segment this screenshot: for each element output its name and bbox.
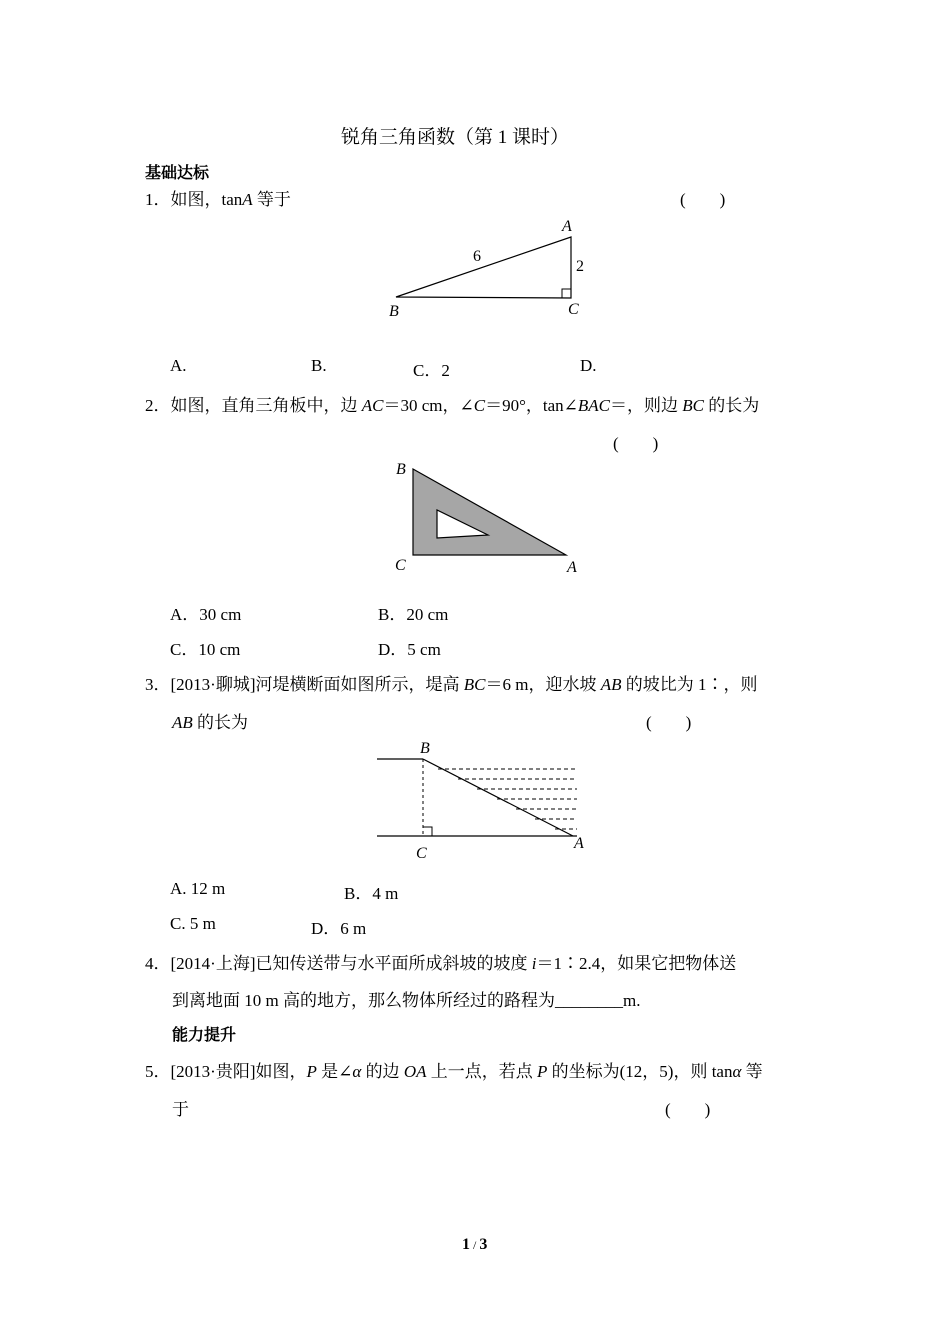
q1-option-a: A.	[170, 356, 187, 375]
figure-embankment	[370, 735, 600, 865]
question-3: 3．[2013·聊城]河堤横断面如图所示，堤高 BC＝6 m，迎水坡 AB 的坡比为 1∶，则	[145, 675, 758, 694]
question-4: 4．[2014·上海]已知传送带与水平面所成斜坡的坡度 i＝1∶2.4，如果它把物体送	[145, 954, 737, 973]
right-angle-mark	[562, 289, 571, 298]
q3-option-a: A. 12 m	[170, 879, 226, 898]
q3-option-d: D．6 m	[311, 919, 367, 938]
page-title: 锐角三角函数（第 1 课时）	[341, 127, 570, 148]
page-number: 1	[462, 1236, 470, 1253]
question-5-line-2: 于	[172, 1100, 189, 1119]
q1-option-c: C．2	[413, 361, 450, 380]
set-square-shape	[413, 469, 566, 555]
answer-bracket: ( )	[613, 434, 659, 453]
q3-option-b: B．4 m	[344, 884, 399, 903]
q1-option-b: B.	[311, 356, 327, 375]
label-side: 2	[576, 258, 584, 275]
triangle-abc	[396, 237, 571, 298]
question-number: 3．	[145, 675, 171, 694]
q3-option-c: C. 5 m	[170, 914, 216, 933]
q2-option-a: A．30 cm	[170, 605, 242, 624]
label-hyp: 6	[473, 248, 481, 265]
label-b: B	[389, 303, 399, 320]
label-c: C	[568, 301, 579, 318]
figure-set-square	[385, 455, 595, 580]
section-heading-basic: 基础达标	[145, 163, 210, 182]
page-total: 3	[479, 1236, 488, 1253]
question-number: 4．	[145, 954, 171, 973]
q1-option-d: D.	[580, 356, 597, 375]
label-c: C	[416, 845, 427, 862]
question-3-line-2: AB 的长为	[172, 713, 249, 732]
figure-right-triangle	[380, 212, 600, 322]
question-1: 1．如图，tanA 等于	[145, 190, 291, 209]
label-b: B	[420, 740, 430, 757]
slope-ab	[423, 759, 573, 836]
label-c: C	[395, 557, 406, 574]
question-5: 5．[2013·贵阳]如图，P 是∠α 的边 OA 上一点，若点 P 的坐标为(12，5)，则 tanα 等	[145, 1062, 763, 1081]
label-b: B	[396, 461, 406, 478]
question-number: 2．	[145, 396, 171, 415]
answer-bracket: ( )	[680, 190, 726, 209]
right-angle-mark	[423, 827, 432, 836]
q2-option-c: C．10 cm	[170, 640, 241, 659]
question-4-line-2: 到离地面 10 m 高的地方，那么物体所经过的路程为________m.	[172, 991, 641, 1010]
q2-option-d: D．5 cm	[378, 640, 441, 659]
page-footer	[462, 1236, 487, 1254]
answer-bracket: ( )	[646, 713, 692, 732]
label-a: A	[574, 835, 584, 852]
label-a: A	[562, 218, 572, 235]
section-heading-advanced: 能力提升	[172, 1025, 237, 1044]
question-2: 2．如图，直角三角板中，边 AC＝30 cm，∠C＝90°，tan∠BAC＝，则边 BC 的长为	[145, 396, 760, 415]
question-number: 5．	[145, 1062, 171, 1081]
page-separator: /	[473, 1238, 477, 1252]
answer-bracket: ( )	[665, 1100, 711, 1119]
q2-option-b: B．20 cm	[378, 605, 449, 624]
label-a: A	[567, 559, 577, 576]
question-number: 1．	[145, 190, 171, 209]
